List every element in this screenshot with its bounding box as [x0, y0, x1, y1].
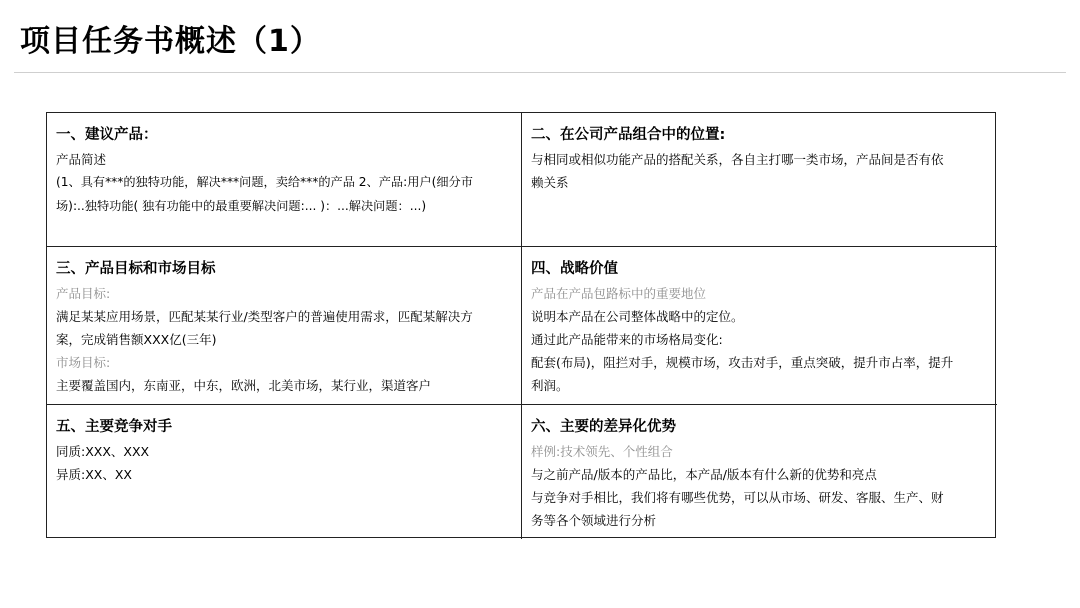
cell-heading: 三、产品目标和市场目标 — [56, 261, 216, 277]
cell-line: 产品目标: — [56, 286, 111, 301]
cell-heading: 二、在公司产品组合中的位置: — [531, 127, 726, 143]
cell-line: 赖关系 — [531, 175, 569, 190]
cell-line: 与竞争对手相比，我们将有哪些优势，可以从市场、研发、客服、生产、财 — [531, 490, 944, 505]
cell-line: 产品简述 — [56, 152, 107, 167]
cell-line: 案，完成销售额XXX亿(三年) — [56, 332, 217, 347]
cell-line: 通过此产品能带来的市场格局变化: — [531, 332, 723, 347]
cell-line: 主要覆盖国内，东南亚，中东，欧洲，北美市场，某行业，渠道客户 — [56, 378, 432, 393]
cell-heading: 一、建议产品： — [56, 127, 158, 143]
cell-line: 样例:技术领先、个性组合 — [531, 444, 673, 459]
cell-line: 市场目标: — [56, 355, 111, 370]
cell-suggested-product — [47, 113, 522, 247]
cell-heading: 六、主要的差异化优势 — [531, 419, 676, 435]
cell-main-competitors — [47, 405, 522, 539]
title-divider — [14, 72, 1066, 73]
cell-line: 说明本产品在公司整体战略中的定位。 — [531, 309, 744, 324]
cell-line: 同质:XXX、XXX — [56, 444, 150, 459]
cell-line: 与相同或相似功能产品的搭配关系，各自主打哪一类市场，产品间是否有依 — [531, 152, 944, 167]
cell-line: 产品在产品包路标中的重要地位 — [531, 286, 707, 301]
cell-line: 利润。 — [531, 378, 569, 393]
cell-line: 异质:XX、XX — [56, 467, 132, 482]
cell-line: 务等各个领域进行分析 — [531, 513, 657, 528]
cell-line: (1、具有***的独特功能，解决***问题，卖给***的产品 2、产品:用户(细分市 — [56, 175, 473, 189]
task-summary-table — [46, 112, 996, 538]
cell-line: 满足某某应用场景，匹配某某行业/类型客户的普遍使用需求，匹配某解决方 — [56, 309, 473, 324]
cell-heading: 四、战略价值 — [531, 261, 618, 277]
cell-line: 场):..独特功能( 独有功能中的最重要解决问题:... )：...解决问题：...) — [56, 198, 427, 213]
cell-product-market-goals — [47, 247, 522, 405]
cell-portfolio-position — [522, 113, 997, 247]
cell-line: 配套(布局)，阻拦对手，规模市场，攻击对手，重点突破，提升市占率，提升 — [531, 355, 954, 370]
cell-strategic-value — [522, 247, 997, 405]
cell-line: 与之前产品/版本的产品比，本产品/版本有什么新的优势和亮点 — [531, 467, 877, 482]
cell-heading: 五、主要竞争对手 — [56, 419, 172, 435]
cell-differentiation — [522, 405, 997, 539]
page-title: 项目任务书概述（1） — [20, 24, 321, 59]
